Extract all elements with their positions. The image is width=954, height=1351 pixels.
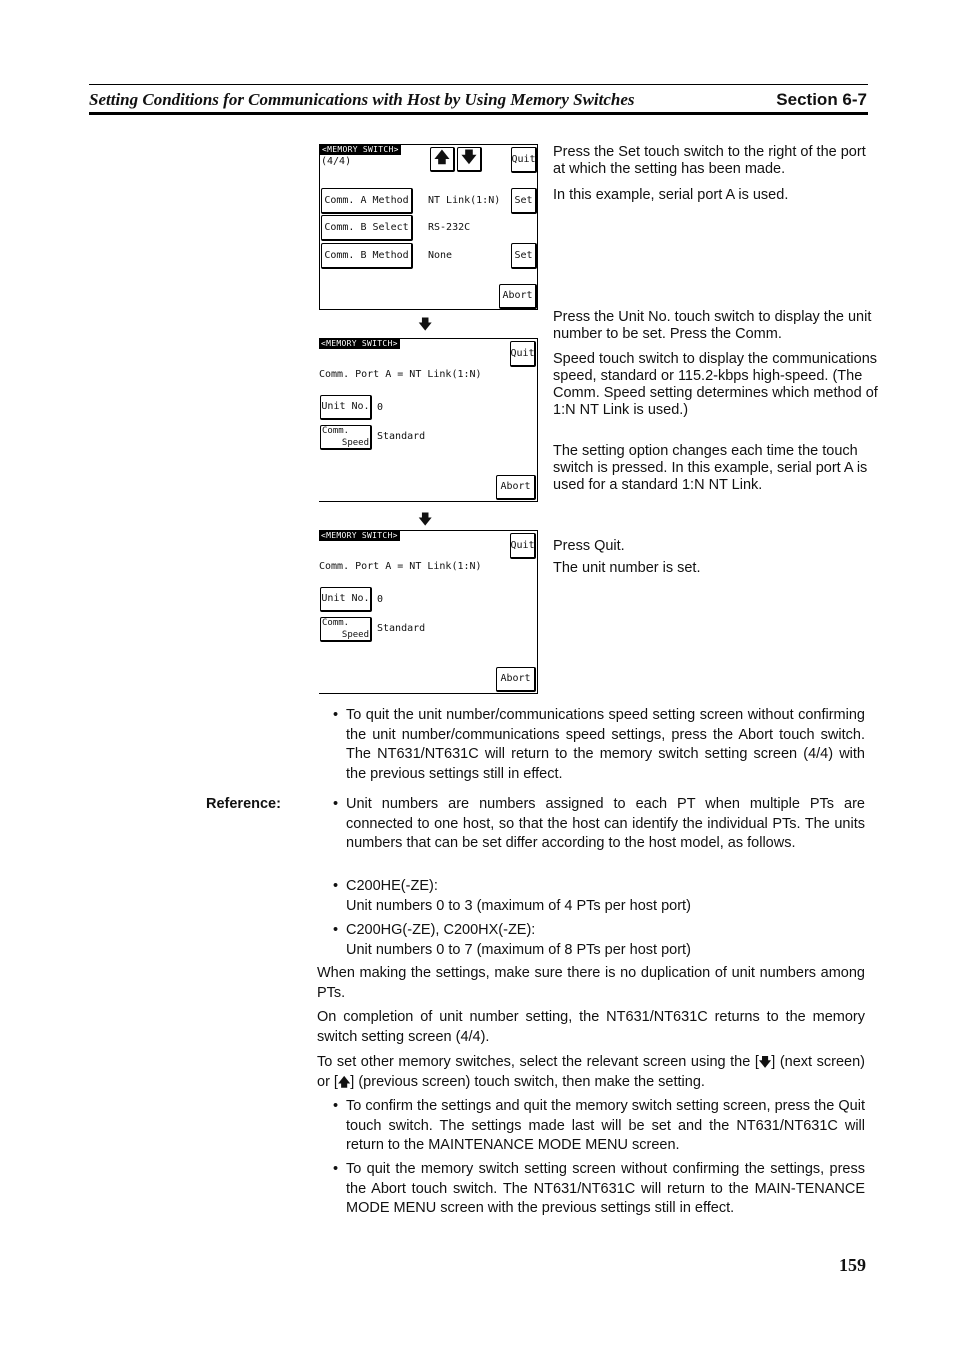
down-arrow-icon: 🡇 — [758, 1055, 772, 1069]
quit-button[interactable]: Quit — [510, 533, 536, 559]
page-indicator: (4/4) — [321, 156, 352, 167]
c200hg-unit-range: Unit numbers 0 to 7 (maximum of 8 PTs per host port) — [346, 941, 691, 958]
lcd-screen-unit-number — [319, 338, 538, 502]
paragraph-completion: On completion of unit number setting, the NT631/NT631C returns to the memory switch setting screen (4/4). — [317, 1009, 865, 1045]
down-arrow-icon: 🡇 — [418, 511, 433, 527]
comm-speed-value: Standard — [377, 623, 426, 634]
header-title: Setting Conditions for Communications with Host by Using Memory Switches — [89, 90, 635, 109]
bullet-c200he — [333, 877, 865, 916]
c200hg-model: • C200HG(-ZE), C200HX(-ZE): — [346, 922, 536, 938]
c200he-unit-range: Unit numbers 0 to 3 (maximum of 4 PTs per host port) — [346, 897, 691, 914]
comm-speed-button[interactable] — [320, 617, 372, 642]
unit-no-value: 0 — [377, 594, 384, 605]
c200he-model: • C200HE(-ZE): — [346, 878, 438, 894]
set-button-comm-a[interactable]: Set — [511, 188, 537, 214]
bullet-unit-numbers: • Unit numbers are numbers assigned to each PT when multiple PTs are connected to one host, so that the host can identify the individual PTs. The units numbers that can be set differ according to the host model, as follows. — [333, 795, 865, 854]
comm-port-line: Comm. Port A = NT Link(1:N) — [319, 561, 482, 572]
comm-b-method-button[interactable]: Comm. B Method — [321, 243, 413, 269]
set-button-comm-b[interactable]: Set — [511, 243, 537, 269]
para3-part3: ] (previous screen) touch switch, then make the setting. — [350, 1073, 705, 1090]
comm-b-select-button[interactable]: Comm. B Select — [321, 215, 413, 241]
comm-port-line: Comm. Port A = NT Link(1:N) — [319, 369, 482, 380]
comm-b-method-value: None — [428, 250, 453, 261]
up-arrow-icon: 🡅 — [337, 1074, 351, 1089]
description-press-unit-no: Press the Unit No. touch switch to display the unit number to be set. Press the Comm. — [553, 309, 872, 342]
abort-button[interactable]: Abort — [496, 475, 536, 500]
comm-a-method-value: NT Link(1:N) — [428, 195, 501, 206]
bullet-confirm-quit: • To confirm the settings and quit the memory switch setting screen, press the Quit touch switch. The settings made last will be set and the NT631/NT631C will return to the MAINTENANCE MODE MENU screen. — [333, 1097, 865, 1156]
down-arrow-icon: 🡇 — [461, 147, 477, 166]
screen-title-bar: <MEMORY SWITCH> — [321, 339, 398, 348]
header-rule-bottom — [89, 112, 868, 115]
unit-no-value: 0 — [377, 402, 384, 413]
screen-title-bar: <MEMORY SWITCH> — [322, 145, 399, 154]
paragraph-other-switches — [317, 1053, 865, 1092]
comm-speed-value: Standard — [377, 431, 426, 442]
header-section: Section 6-7 — [776, 90, 867, 109]
comm-a-method-button[interactable]: Comm. A Method — [321, 188, 413, 214]
quit-button[interactable]: Quit — [511, 147, 537, 173]
abort-button[interactable]: Abort — [496, 667, 536, 692]
bullet-quit-without-confirming: • To quit the unit number/communications speed setting screen without confirming the unit number/communications speed settings, press the Abort touch switch. The NT631/NT631C will return to the memory switch setting screen (4/4) with the previous settings still in effect. — [333, 706, 865, 784]
comm-speed-label-line1: Comm. — [322, 426, 350, 436]
bullet-abort-quit: • To quit the memory switch setting screen without confirming the settings, press the Abort touch switch. The NT631/NT631C will return to the MAIN-TENANCE MODE MENU screen with the previous settings still in effect. — [333, 1160, 865, 1219]
bullet-c200hg — [333, 921, 865, 960]
up-arrow-icon: 🡅 — [434, 147, 450, 166]
paragraph-no-duplication: When making the settings, make sure there is no duplication of unit numbers among PTs. — [317, 965, 865, 1001]
page-number: 159 — [839, 1255, 866, 1275]
lcd-screen-memory-switch-4-4 — [319, 144, 538, 310]
description-setting-option: The setting option changes each time the touch switch is pressed. In this example, serial port A is used for a standard 1:N NT Link. — [553, 443, 868, 493]
description-serial-port-a: In this example, serial port A is used. — [553, 187, 789, 203]
comm-speed-label-line2: Speed — [341, 630, 369, 640]
unit-no-button[interactable]: Unit No. — [320, 587, 372, 612]
reference-label: Reference: — [206, 796, 281, 812]
header-rule-top — [89, 84, 868, 85]
description-press-quit: Press Quit. — [553, 538, 625, 554]
lcd-screen-unit-number-set — [319, 530, 538, 694]
description-comm-speed: Speed touch switch to display the communications speed, standard or 115.2-kbps high-speed. (The Comm. Speed setting determines which method of 1:N NT Link is used.) — [553, 351, 878, 418]
unit-no-button[interactable]: Unit No. — [320, 395, 372, 420]
abort-button[interactable]: Abort — [499, 284, 537, 309]
para3-part2: ] (next screen) or [ — [317, 1054, 865, 1090]
comm-speed-button[interactable] — [320, 425, 372, 450]
description-press-set: Press the Set touch switch to the right of the port at which the setting has been made. — [553, 144, 866, 177]
comm-speed-label-line2: Speed — [341, 438, 369, 448]
screen-title-bar: <MEMORY SWITCH> — [321, 531, 398, 540]
comm-speed-label-line1: Comm. — [322, 618, 350, 628]
para3-part1: To set other memory switches, select the relevant screen using the [ — [317, 1054, 759, 1070]
up-arrow-button[interactable] — [430, 147, 455, 172]
description-unit-set: The unit number is set. — [553, 560, 701, 576]
quit-button[interactable]: Quit — [510, 341, 536, 367]
comm-b-select-value: RS-232C — [428, 222, 471, 233]
down-arrow-icon: 🡇 — [418, 316, 433, 332]
down-arrow-button[interactable] — [457, 147, 482, 172]
